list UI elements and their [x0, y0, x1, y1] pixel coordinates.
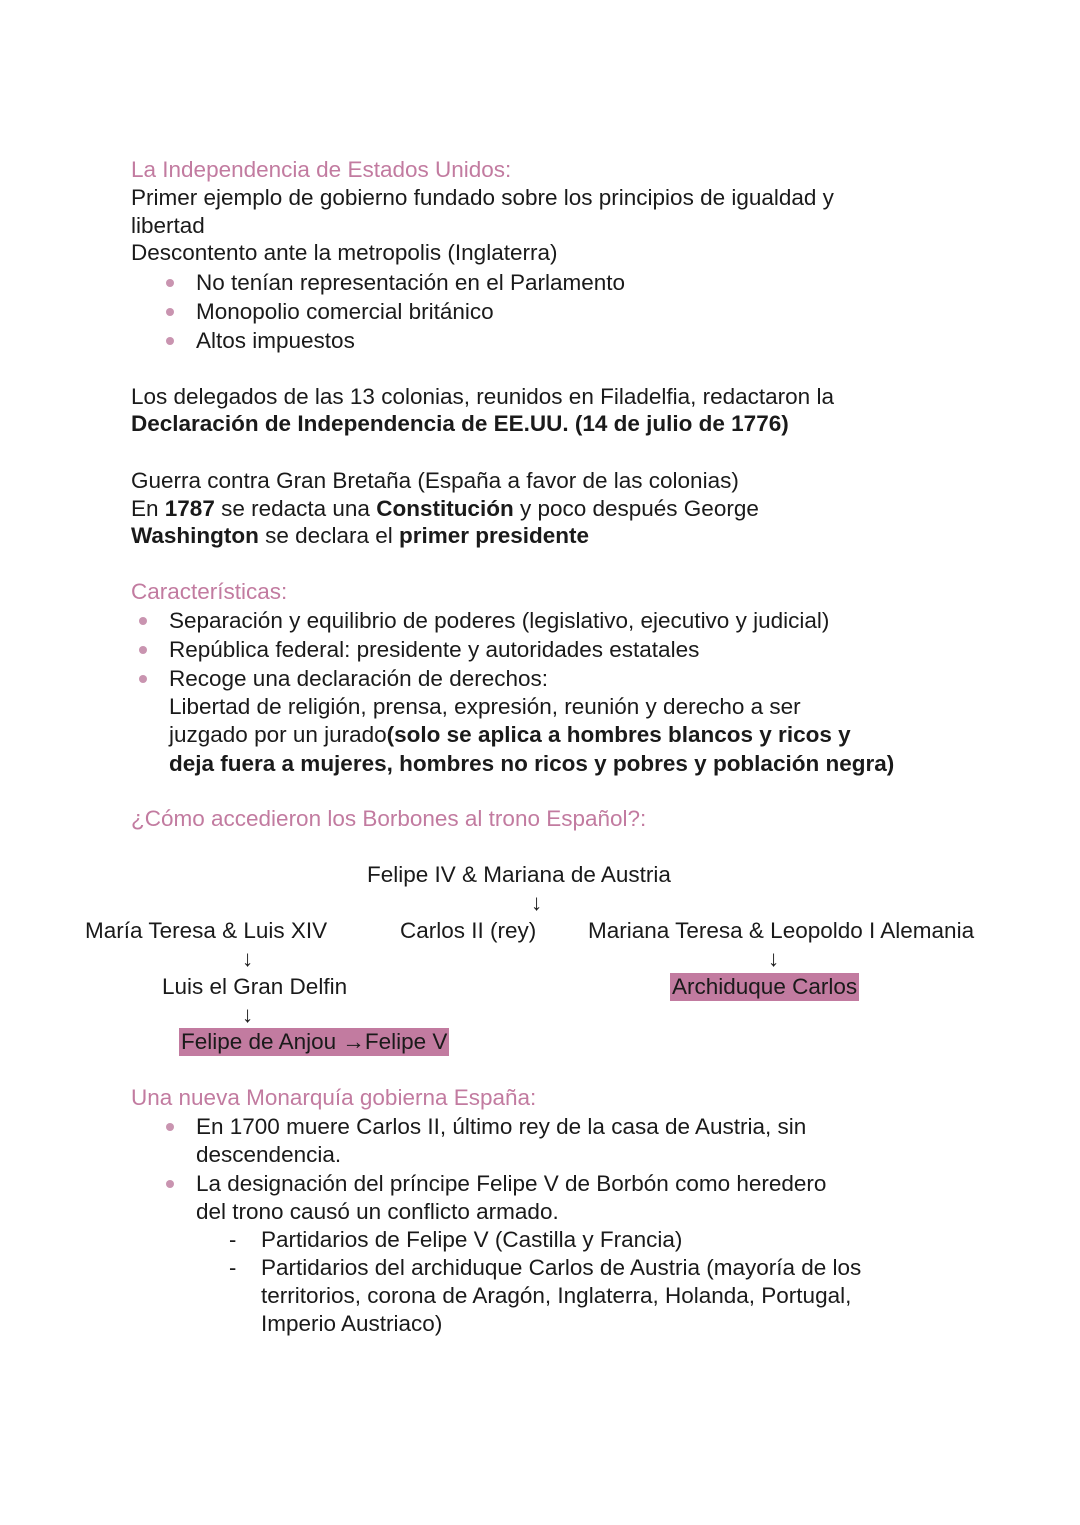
list-item: No tenían representación en el Parlamento	[196, 270, 626, 295]
bullet-icon	[166, 279, 174, 287]
section-title-monarquia: Una nueva Monarquía gobierna España:	[131, 1085, 537, 1110]
bullet-icon	[166, 308, 174, 316]
text: y poco después George	[513, 496, 759, 521]
section-title-borbones: ¿Cómo accedieron los Borbones al trono Español?:	[131, 806, 647, 831]
arrow-down-icon: ↓	[242, 1002, 254, 1027]
bold-text: Constitución	[376, 496, 514, 521]
paragraph: Descontento ante la metropolis (Inglaterra)	[131, 240, 558, 265]
bold-text: (solo se aplica a hombres blancos y ricos y	[386, 722, 851, 747]
sub-list-item-continuation: Imperio Austriaco)	[261, 1311, 443, 1336]
list-item: Recoge una declaración de derechos:	[169, 666, 549, 691]
list-item: En 1700 muere Carlos II, último rey de la casa de Austria, sin	[196, 1114, 807, 1139]
list-item: Monopolio comercial británico	[196, 299, 494, 324]
list-item-continuation: descendencia.	[196, 1142, 342, 1167]
paragraph: Primer ejemplo de gobierno fundado sobre los principios de igualdad y	[131, 185, 834, 210]
list-item-continuation: deja fuera a mujeres, hombres no ricos y pobres y población negra)	[169, 751, 895, 776]
text: En	[131, 496, 165, 521]
paragraph	[131, 495, 759, 523]
list-item: Separación y equilibrio de poderes (legislativo, ejecutivo y judicial)	[169, 608, 830, 633]
sub-list-item: Partidarios del archiduque Carlos de Austria (mayoría de los	[261, 1255, 862, 1280]
paragraph	[131, 522, 589, 550]
section-title-independence: La Independencia de Estados Unidos:	[131, 157, 512, 182]
bold-text: Washington	[131, 523, 259, 548]
tree-right: Mariana Teresa & Leopoldo I Alemania	[588, 918, 975, 943]
tree-left: María Teresa & Luis XIV	[85, 918, 328, 943]
dash-bullet: -	[229, 1227, 237, 1252]
sub-list-item: Partidarios de Felipe V (Castilla y Francia)	[261, 1227, 683, 1252]
text: se declara el	[258, 523, 399, 548]
list-item-continuation: del trono causó un conflicto armado.	[196, 1199, 559, 1224]
tree-left-grandchild: Felipe de Anjou →Felipe V	[181, 1029, 448, 1054]
tree-root: Felipe IV & Mariana de Austria	[367, 862, 671, 887]
bold-text: primer presidente	[398, 523, 590, 548]
paragraph: libertad	[131, 213, 205, 238]
bullet-icon	[166, 1123, 174, 1131]
section-title-characteristics: Características:	[131, 579, 288, 604]
arrow-down-icon: ↓	[531, 890, 543, 915]
paragraph: Los delegados de las 13 colonias, reunidos en Filadelfia, redactaron la	[131, 384, 834, 409]
arrow-down-icon: ↓	[768, 946, 780, 971]
tree-right-child: Archiduque Carlos	[672, 974, 858, 999]
paragraph: Guerra contra Gran Bretaña (España a favor de las colonias)	[131, 468, 739, 493]
bullet-icon	[166, 1180, 174, 1188]
text: juzgado por un jurado	[169, 722, 387, 747]
list-item-continuation: Libertad de religión, prensa, expresión, reunión y derecho a ser	[169, 694, 801, 719]
list-item: Altos impuestos	[196, 328, 355, 353]
bullet-icon	[139, 675, 147, 683]
bullet-icon	[166, 337, 174, 345]
sub-list-item-continuation: territorios, corona de Aragón, Inglaterra, Holanda, Portugal,	[261, 1283, 852, 1308]
bullet-icon	[139, 617, 147, 625]
text: se redacta una	[214, 496, 377, 521]
list-item: La designación del príncipe Felipe V de Borbón como heredero	[196, 1171, 827, 1196]
list-item: República federal: presidente y autoridades estatales	[169, 637, 700, 662]
arrow-down-icon: ↓	[242, 946, 254, 971]
dash-bullet: -	[229, 1255, 237, 1280]
list-item-continuation	[169, 721, 851, 749]
tree-left-child: Luis el Gran Delfin	[162, 974, 348, 999]
tree-center: Carlos II (rey)	[400, 918, 537, 943]
bold-text: 1787	[164, 496, 215, 521]
bullet-icon	[139, 646, 147, 654]
paragraph-bold: Declaración de Independencia de EE.UU. (14 de julio de 1776)	[131, 411, 789, 436]
